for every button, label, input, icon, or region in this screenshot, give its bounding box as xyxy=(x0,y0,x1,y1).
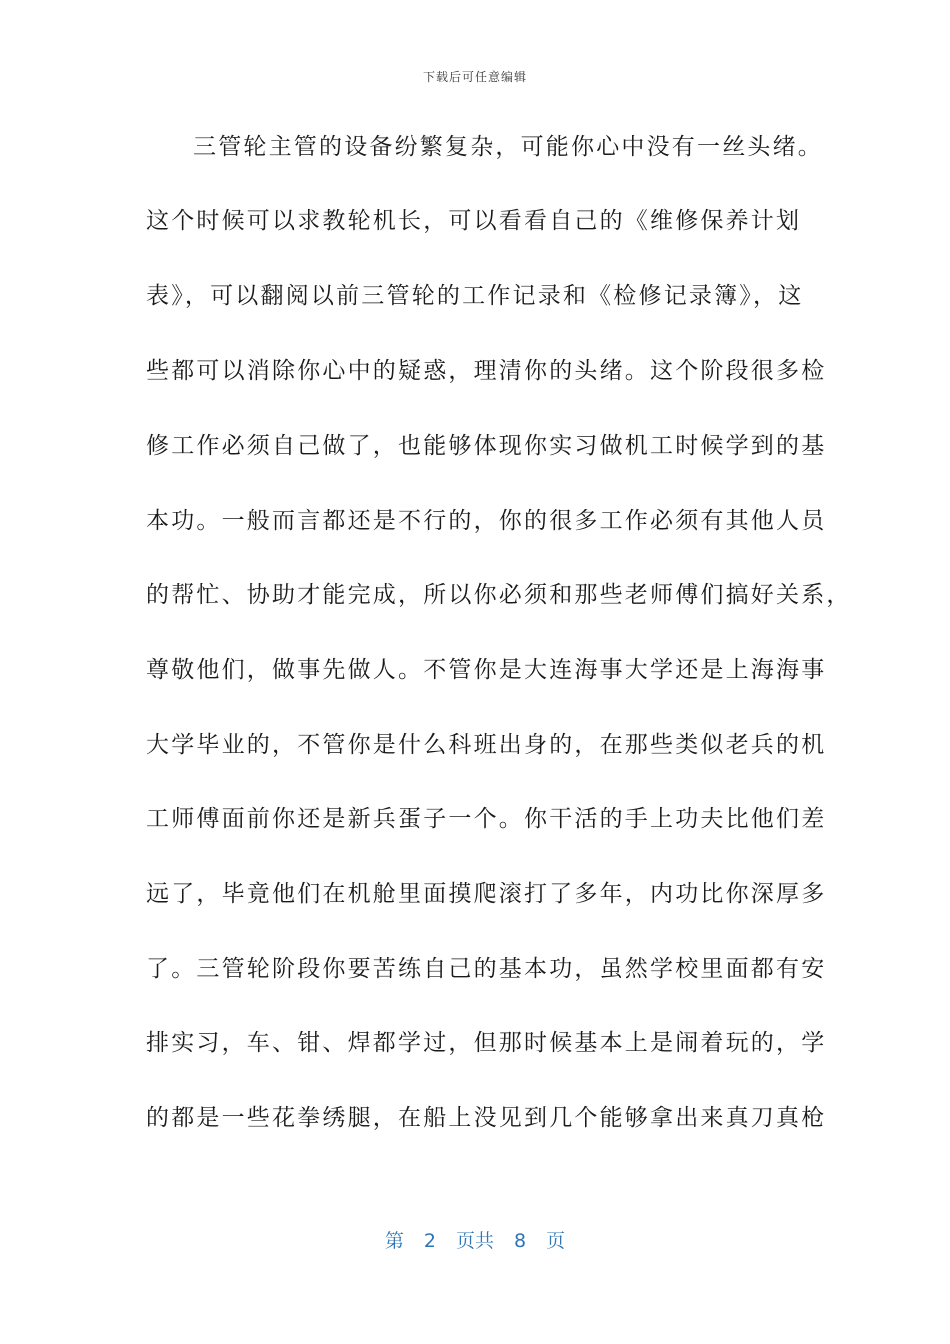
text-line: 的帮忙、协助才能完成，所以你必须和那些老师傅们搞好关系， xyxy=(146,582,852,608)
text-line: 的都是一些花拳绣腿，在船上没见到几个能够拿出来真刀真枪 xyxy=(146,1105,827,1131)
text-line: 大学毕业的，不管你是什么科班出身的，在那些类似老兵的机 xyxy=(146,732,827,758)
text-line: 这个时候可以求教轮机长，可以看看自己的《维修保养计划 xyxy=(146,208,802,234)
page-footer xyxy=(0,1226,950,1253)
text-line: 三管轮主管的设备纷繁复杂，可能你心中没有一丝头绪。 xyxy=(193,134,823,160)
page-label-suffix: 页 xyxy=(546,1230,566,1252)
text-line: 远了，毕竟他们在机舱里面摸爬滚打了多年，内功比你深厚多 xyxy=(146,881,827,907)
text-line: 工师傅面前你还是新兵蛋子一个。你干活的手上功夫比他们差 xyxy=(146,806,827,832)
text-line: 表》，可以翻阅以前三管轮的工作记录和《检修记录簿》，这 xyxy=(146,283,804,309)
text-line: 尊敬他们，做事先做人。不管你是大连海事大学还是上海海事 xyxy=(146,657,827,683)
text-line: 排实习，车、钳、焊都学过，但那时候基本上是闹着玩的，学 xyxy=(146,1030,827,1056)
current-page-number: 2 xyxy=(423,1230,436,1252)
text-line: 修工作必须自己做了，也能够体现你实习做机工时候学到的基 xyxy=(146,433,827,459)
total-pages-number: 8 xyxy=(514,1230,527,1252)
page-header: 下载后可任意编辑 xyxy=(422,70,527,84)
text-line: 了。三管轮阶段你要苦练自己的基本功，虽然学校里面都有安 xyxy=(146,956,827,982)
page-label-middle: 页共 xyxy=(455,1230,494,1252)
text-line: 些都可以消除你心中的疑惑，理清你的头绪。这个阶段很多检 xyxy=(146,358,827,384)
page-label-prefix: 第 xyxy=(384,1230,404,1252)
text-line: 本功。一般而言都还是不行的，你的很多工作必须有其他人员 xyxy=(146,508,827,534)
